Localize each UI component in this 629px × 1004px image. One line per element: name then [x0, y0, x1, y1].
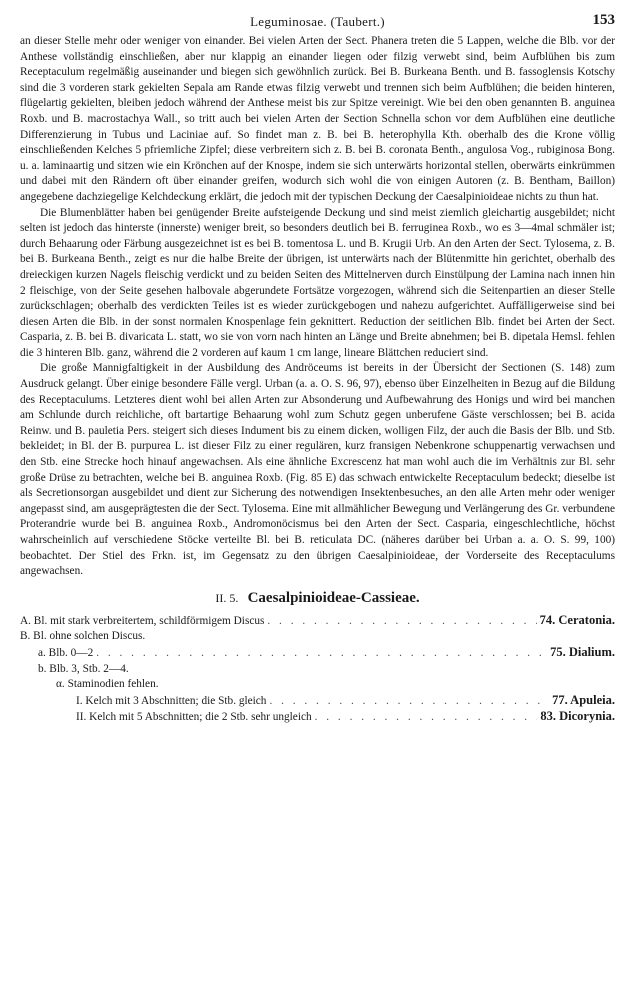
- key-entry-result: 74. Ceratonia.: [539, 612, 615, 627]
- running-title: Leguminosae. (Taubert.): [250, 14, 385, 29]
- key-entry-text: a. Blb. 0—2: [38, 646, 94, 659]
- key-entry-text: A. Bl. mit stark verbreitertem, schildförmigem Discus: [20, 614, 265, 627]
- key-entry-text: α. Staminodien fehlen.: [56, 678, 159, 691]
- key-entry-text: B. Bl. ohne solchen Discus.: [20, 630, 146, 643]
- paragraph-1: an dieser Stelle mehr oder weniger von einander. Bei vielen Arten der Sect. Phanera treten die 5 Lappen, welche die Blb. vor der Anthese vollständig einschließen, aber nur klappig an einander liegen oder filzig verwebt sind, beim Aufblühen bis zum Receptaculum regelmäßig auseinander und biegen sich gewöhnlich zurück. Bei B. Burkeana Benth. und B. fassoglensis Kotschy sind die 3 vorderen stark gekielten Sepala am Rande etwas filzig verwebt und trennen sich beim Aufblühen; die beiden hinteren, flügelartig gekielten, bleiben jedoch während der Anthese meist bis zur Spitze vereinigt. Wie bei den oben genannten B. anguinea Roxb. und B. macrostachya Wall., so tritt auch bei vielen Arten der Section Schnella schon vor dem Aufblühen eine deutliche Differenzierung in Tubus und Laciniae auf. So findet man z. B. bei B. heterophylla Kth. oberhalb des die Krone völlig einschließenden Kelches 5 pfriemliche Zipfel; diese verbreitern sich z. B. bei B. coronata Benth., angulosa Vog., rubiginosa Bong. u. a. laminaartig und sitzen wie ein Krönchen auf der Knospe, indem sie sich unterwärts horizontal stellen, oberwärts einkrümmen und dabei mit den Rändern oft über einander greifen, wodurch sich wohl die von einigen Autoren (z. B. Bentham, Baillon) angegebene dachziegelige Kelchdeckung erklärt, die jedoch mit der typischen Deckung der Caesalpinioideae nichts zu thun hat.: [20, 35, 615, 203]
- key-entry: [20, 645, 615, 662]
- key-entry-text: I. Kelch mit 3 Abschnitten; die Stb. gleich: [76, 694, 267, 707]
- key-entry-result: 75. Dialium.: [550, 644, 615, 659]
- paragraph-3: Die große Mannigfaltigkeit in der Ausbildung des Andröceums ist bereits in der Übersicht der Sectionen (S. 148) zum Ausdruck gelangt. Über einige besondere Fälle vergl. Urban (a. a. O. S. 96, 97), ebenso über Einzelheiten in Bezug auf die Bildung des Receptaculums. Letzteres dient wohl bei allen Arten zur Absonderung und Aufbewahrung des Honigs und wird bei manchen am Schlunde durch reichliche, oft bartartige Behaarung wohl zum Schutz gegen unberufene Gäste verschlossen; bei B. acida Reinw. und B. pauletia Pers. steigert sich dieses Indument bis zu einem dicken, wolligen Filz, der auch die Basis der Blb. und Stb. bekleidet; in Bl. der B. purpurea L. ist dieser Filz zu einer regulären, kurz fransigen Nebenkrone schuppenartig verwachsen und den Stb. eine Strecke hoch hinauf angewachsen. Als eine ähnliche Excrescenz hat man wohl auch die im Verhältnis zur Bl. sehr große Drüse zu betrachten, welche bei B. anguinea Roxb. (Fig. 85 E) das schwach entwickelte Receptaculum bedeckt; dieselbe ist als Secretionsorgan ausgebildet und dient zur Sicherung des notwendigen Insektenbesuches, an den alle Arten mehr oder weniger angepasst sind, am ausgeprägtesten die der Sect. Tylosema. Eine mit allmählicher Bewegung und Verlängerung des Gr. verbundene Proterandrie wurde bei B. anguinea Roxb., Andromonöcismus bei den Arten der Sect. Casparia, eingeschlechtliche, höchst wahrscheinlich auf verschiedene Stöcke verteilte Bl. bei B. reticulata DC. (näheres darüber bei Urban a. a. O. S. 99, 100) beobachtet. Der Stiel des Frkn. ist, im Gegensatz zu den übrigen Caesalpinioideae, der Vorderseite des Receptaculums angewachsen.: [20, 362, 615, 578]
- key-entry: [20, 662, 615, 678]
- key-entry-text: II. Kelch mit 5 Abschnitten; die 2 Stb. sehr ungleich: [76, 711, 312, 724]
- page-number: 153: [592, 12, 615, 28]
- identification-key: [20, 613, 615, 726]
- section-title: Caesalpinioideae-Cassieae.: [247, 589, 420, 606]
- leader-dots: [315, 710, 538, 726]
- running-head: [20, 8, 615, 34]
- key-entry: [20, 629, 615, 645]
- key-entry: [20, 709, 615, 726]
- key-entry: [20, 613, 615, 630]
- section-number: II. 5.: [215, 590, 239, 605]
- leader-dots: [267, 614, 536, 630]
- leader-dots: [269, 694, 549, 710]
- body-text: [20, 34, 615, 580]
- key-entry-text: b. Blb. 3, Stb. 2—4.: [38, 662, 129, 675]
- section-heading: [20, 590, 615, 607]
- key-entry: [20, 677, 615, 693]
- key-entry-result: 77. Apuleia.: [552, 692, 615, 707]
- key-entry: [20, 693, 615, 710]
- paragraph-2: Die Blumenblätter haben bei genügender Breite aufsteigende Deckung und sind meist ziemlich gleichartig ausgebildet; nicht selten ist jedoch das hinterste (innerste) weniger breit, so besonders deutlich bei B. ferruginea Roxb., wo es 3—4mal schmäler ist; durch Behaarung oder Färbung ausgezeichnet ist es bei B. tomentosa L. und B. Krugii Urb. An den Arten der Sect. Tylosema, z. B. bei B. Burkeana Benth., zeigt es nur die halbe Breite der übrigen, ist unterwärts nach der Blütenmitte hin gerichtet, oberhalb des dreieckigen kurzen Nagels fleischig verdickt und zu beiden Seiten des Mittelnerven durch Einstülpung der Lamina nach innen hin 2 fleischige, von der Seite gesehen halbovale abgerundete Fortsätze vorgezogen, während sich die Seitenpartien an dieser Stelle zurückschlagen; oberhalb des verdickten Teiles ist es wieder zurückgebogen und nahezu aufgerichtet. Auffälligerweise sind bei diesen Arten die Blb. in der sonst normalen Knospenlage fein geknittert. Reduction der seitlichen Blb. findet bei Arten der Sect. Casparia, z. B. bei B. divaricata L. statt, wo sie von vorn nach hinten an Länge und Breite abnehmen; bei B. dipetala Hemsl. fehlen die 3 hinteren Blb. ganz, während die 2 vorderen auf kaum 1 cm lange, lineare Blättchen reduciert sind.: [20, 206, 615, 359]
- leader-dots: [96, 646, 547, 662]
- key-entry-result: 83. Dicorynia.: [540, 709, 615, 724]
